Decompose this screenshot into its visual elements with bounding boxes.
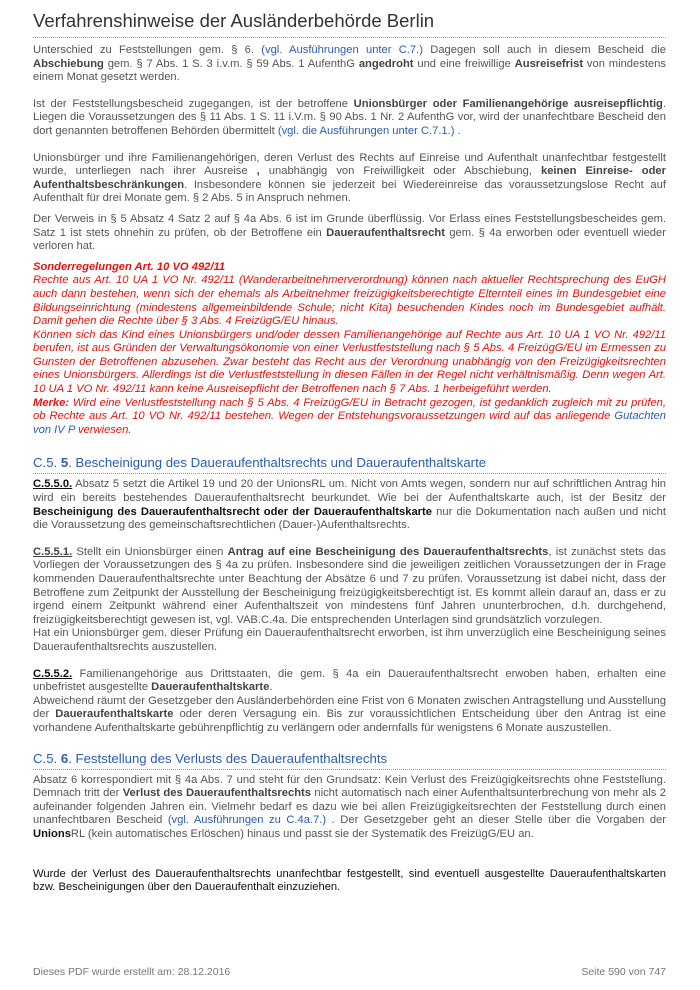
text: gem. § 4a erworben oder eventuell wieder verloren hat. [33,226,666,253]
reference-link-c7[interactable]: (vgl. Ausführungen unter C.7.) [261,44,423,56]
bold-term: keinen Einreise- oder Aufenthaltsbeschränkungen [33,165,666,191]
text: unabhängig von Freiwilligkeit oder Abschiebung, [259,165,541,178]
bold-term: Antrag auf eine Bescheinigung des Daueraufenthaltsrechts [227,545,549,558]
subsection-label: C.5.5.2. [33,667,73,680]
text: Der Verweis in § 5 Absatz 4 Satz 2 auf § 4a Abs. 6 ist im Grunde überflüssig. Vor Erlass eines Feststellungsbescheides gem. Satz 1 ist stets ohnehin zu prüfen, ob der Betroffene ein [33,212,666,239]
paragraph-c550 [33,478,666,532]
paragraph-einziehen: Wurde der Verlust des Daueraufenthaltsrechts unanfechtbar festgestellt, sind eventuell ausgestellte Daueraufenthaltskarten bzw. Bescheinigungen über den Daueraufenthalt einzuziehen. [33,867,666,894]
paragraph-ausreisepflicht [33,98,666,139]
text: , ist zunächst stets das Vorliegen der Voraussetzungen des § 4a zu prüfen. Insbesondere sind die jeweiligen zeitlichen Voraussetzungen der in Frage kommenden Daueraufenthaltsrechte unter Beachtung der Absätze 6 und 7 zu prüfen. Voraussetzung ist dabei nicht, dass der Betroffene zum Zeitpunkt der Ausstellung der Bescheinigung freizügigkeitsberechtigt ist. Es kommt allein darauf an, dass er zu irgend einem Zeitpunkt während einer Aufenthaltszeit von mindestens fünf Jahren ununterbrochen, d.h. durchgehend, freizügigkeitsberechtigt gewesen ist, vgl. VAB.C.4a. Die entsprechenden Unterlagen sind grundsätzlich vorzulegen. [33,545,666,626]
page-title: Verfahrenshinweise der Ausländerbehörde Berlin [33,10,666,38]
red-paragraph-1: Rechte aus Art. 10 UA 1 VO Nr. 492/11 (Wanderarbeitnehmerverordnung) können nach aktueller Rechtsprechung des EuGH auch dann bestehen, wenn sich der ehemals als Arbeitnehmer freizügigkeitsberechtigte Elternteil eines im Bundesgebiet eine Bildungseinrichtung (mindestens allgemeinbildende Schule; nicht Kita) besuchenden Kindes noch im Bundesgebiet aufhält. Damit gehen die Rechte über § 3 Abs. 4 FreizügG/EU hinaus. [33,274,666,328]
text: Absatz 5 setzt die Artikel 19 und 20 der UnionsRL um. Nicht von Amts wegen, sondern nur auf schriftlichen Antrag hin wird ein bereits bestehendes Daueraufenthaltsrecht beurkundet. Wie bei der Aufenthaltskarte auch, ist der Besitz der [33,478,666,505]
text: nicht automatisch nach einer Aufenthaltsunterbrechung von mehr als 2 aufeinander folgenden Jahren ein. Vielmehr bedarf es dazu wie bei allen Freizügigkeitsrechten der Feststellung durch einen unanfechtbaren Bescheid [33,787,666,827]
text: Wird eine Verlustfeststellung nach § 5 Abs. 4 FreizügG/EU in Betracht gezogen, ist gedanklich zugleich mit zu prüfen, ob Rechte aus Art. 10 VO Nr. 492/11 bestehen. Wegen der Entstehungsvoraussetzungen wird auf das anliegende [33,396,666,423]
red-paragraph-merke [33,397,666,438]
footer-created-date: Dieses PDF wurde erstellt am: 28.12.2016 [33,966,231,978]
bold-term: Unionsbürger oder Familienangehörige ausreisepflichtig [353,97,663,110]
text: . Liegen die Voraussetzungen des § 11 Abs. 1 S. 11 i.V.m. § 90 Abs. 1 Nr. 2 AufenthG vor, wird der unanfechtbare Bescheid den dort genannten betroffenen Behörden übermittelt [33,97,666,137]
paragraph-c552-cont [33,695,666,736]
section-number: 6 [60,750,69,766]
text: Unionsbürger und ihre Familienangehörigen, deren Verlust des Rechts auf Einreise und Aufenthalt unanfechtbar festgestellt wurde, unterliegen nach ihrer Ausreise [33,151,666,178]
bold-term: Verlust des Daueraufenthaltsrechts [122,787,311,800]
text: . [269,681,273,694]
merke-label: Merke: [33,396,70,409]
reference-link-c71[interactable]: (vgl. die Ausführungen unter C.7.1.) [277,124,455,137]
text: Dagegen soll auch in diesem Bescheid die [422,44,666,56]
text: oder deren Versagung ein. Bis zur voraussichtlichen Entscheidung über den Antrag ist eine vorhandene Aufenthaltskarte gebührenpflichtig zu verlängern oder andernfalls für wenigstens 6 Monate auszustellen. [33,708,666,734]
text: RL (kein automatisches Erlöschen) hinaus und passt sie der Systematik des FreizügG/EU an. [70,827,534,840]
text: Familienangehörige aus Drittstaaten, die gem. § 4a ein Daueraufenthaltsrecht erwoben haben, erhalten eine unbefristet ausgestellte [33,667,666,694]
reference-link-c4a7[interactable]: (vgl. Ausführungen zu C.4a.7.) [167,814,327,827]
bold-term: , [256,165,260,178]
text: und eine freiwillige [413,57,515,70]
red-heading-text: Sonderregelungen Art. 10 VO 492/11 [33,260,226,273]
paragraph-absatz6 [33,774,666,842]
bold-term: angedroht [358,57,414,70]
red-heading [33,261,666,275]
section-title: . Feststellung des Verlusts des Daueraufenthaltsrechts [68,750,388,766]
subsection-label: C.5.5.1. [33,545,73,558]
bold-term: Daueraufenthaltskarte [55,708,174,721]
subsection-label: C.5.5.0. [33,478,73,491]
bold-term: Unions [33,827,71,840]
text: von mindestens einem Monat gesetzt werden. [33,57,666,84]
section-number: 5 [60,455,69,471]
bold-term: Ausreisefrist [514,57,584,70]
section-heading-6 [33,751,666,770]
page-footer [33,966,666,978]
red-paragraph-2: Können sich das Kind eines Unionsbürgers und/oder dessen Familienangehörige auf Rechte aus Art. 10 UA 1 VO Nr. 492/11 berufen, ist aus Gründen der Verwaltungsökonomie von einer Verlustfeststellung nach § 5 Abs. 4 FreizügG/EU im Ermessen zu Gunsten der Betroffenen abzusehen. Zwar besteht das Recht aus der Verordnung unabhängig von den Freizügigkeitsrechten eines Unionsbürgers. Allerdings ist die Verlustfeststellung in diesen Fällen in der Regel nicht verhältnismäßig. Denn wegen Art. 10 UA 1 VO Nr. 492/11 kann keine Ausreisepflicht der Betroffenen nach § 7 Abs. 1 herbeigeführt werden. [33,328,666,396]
paragraph-c551 [33,546,666,628]
text: Absatz 6 korrespondiert mit § 4a Abs. 7 und steht für den Grundsatz: Kein Verlust des Freizügigkeitsrechts ohne Feststellung. Demnach tritt der [33,773,666,800]
text: Ist der Feststellungsbescheid zugegangen, ist der betroffene [33,97,354,110]
paragraph-einreise [33,152,666,206]
text: Stellt ein Unionsbürger einen [72,545,228,558]
section-heading-5 [33,455,666,474]
bold-term: Daueraufenthaltsrecht [326,226,445,239]
gutachten-link[interactable]: Gutachten von IV P [33,410,666,436]
text: . Der Gesetzgeber geht an dieser Stelle über die Vorgaben der [326,814,667,827]
text: gem. § 7 Abs. 1 S. 3 i.v.m. § 59 Abs. 1 AufenthG [103,57,359,70]
bold-term: Daueraufenthaltskarte [151,681,270,694]
paragraph-verweis [33,213,666,254]
bold-term: Bescheinigung des Daueraufenthaltsrecht oder der Daueraufenthaltskarte [33,505,432,518]
section-title: . Bescheinigung des Daueraufenthaltsrechts und Daueraufenthaltskarte [68,455,487,471]
paragraph-abschiebung [33,44,666,85]
section-prefix: C.5. [33,455,61,471]
text: . Insbesondere können sie jederzeit bei Wiedereinreise das voraussetzungslose Recht auf Aufenthalt für drei Monate gem. § 2 Abs. 5 in Anspruch nehmen. [33,178,666,205]
footer-page-number: Seite 590 von 747 [581,966,666,978]
paragraph-c551-cont: Hat ein Unionsbürger gem. dieser Prüfung ein Daueraufenthaltsrecht erworben, ist ihm unverzüglich eine Bescheinigung seines Daueraufenthaltsrechts auszustellen. [33,627,666,653]
text: Unterschied zu Feststellungen gem. § 6. [33,44,262,56]
document-page [33,10,666,895]
bold-term: Abschiebung [33,57,104,70]
section-prefix: C.5. [33,750,61,766]
text: verwiesen. [74,423,132,436]
text: nur die Dokumentation nach außen und nicht die Voraussetzung des gemeinschaftsrechtlichen (Dauer-)Aufenthaltsrechts. [33,505,666,532]
text: . [454,124,461,137]
text: Abweichend räumt der Gesetzgeber den Ausländerbehörden eine Frist von 6 Monaten zwischen Antragstellung und Ausstellung der [33,694,666,721]
paragraph-c552 [33,668,666,695]
